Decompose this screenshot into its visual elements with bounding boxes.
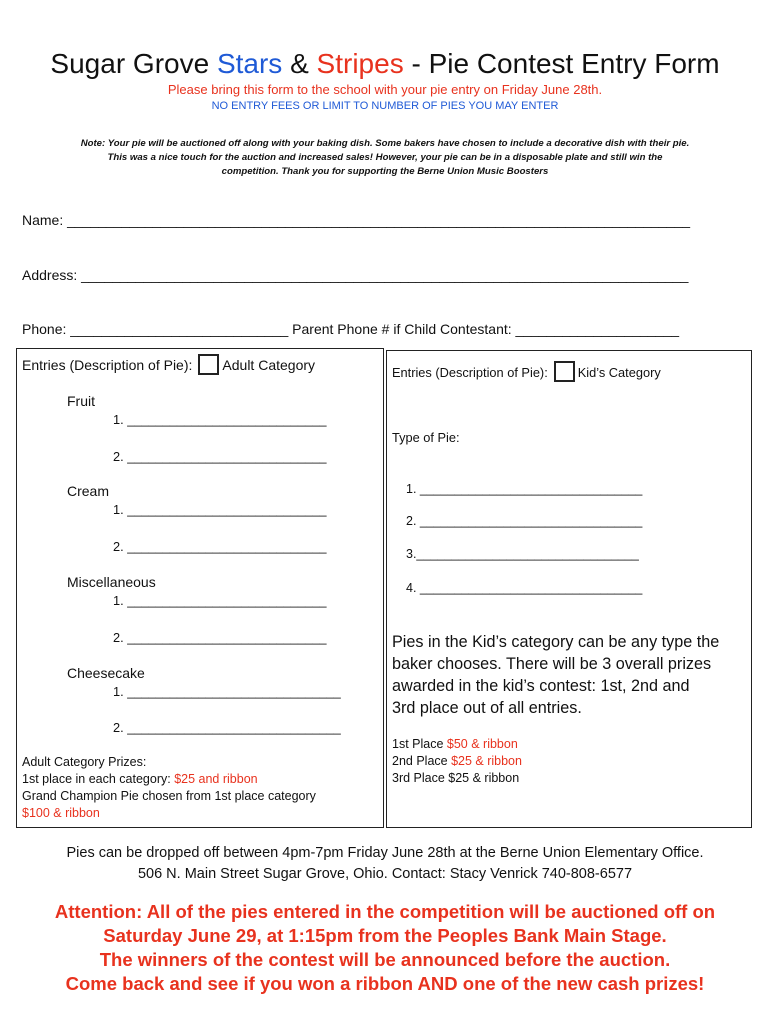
title-text: Sugar Grove: [50, 48, 217, 79]
cream-line-2[interactable]: 2. ____________________________: [113, 539, 327, 554]
adult-prizes-title: Adult Category Prizes:: [22, 755, 147, 769]
place-second-text: 2nd Place: [392, 754, 452, 768]
kids-line-3[interactable]: 3.________________________________: [406, 547, 639, 561]
fruit-line-1[interactable]: 1. ____________________________: [113, 412, 327, 427]
kids-place-first: [392, 737, 518, 751]
fruit-line-2[interactable]: 2. ____________________________: [113, 449, 327, 464]
kids-line-4[interactable]: 4. ________________________________: [406, 581, 643, 595]
name-field[interactable]: Name: ________________________________________________________________________________: [22, 212, 691, 228]
cheesecake-line-2[interactable]: 2. ______________________________: [113, 720, 341, 735]
attention-line: Come back and see if you won a ribbon AND one of the new cash prizes!: [65, 973, 705, 994]
kids-place-second: [392, 754, 522, 768]
prize-first-amount: $25 and ribbon: [174, 772, 258, 786]
place-first-text: 1st Place: [392, 737, 447, 751]
prize-first-text: 1st place in each category:: [22, 772, 175, 786]
kids-category-label: Kid’s Category: [577, 364, 661, 380]
title-stripes: Stripes: [316, 48, 404, 79]
misc-line-1[interactable]: 1. ____________________________: [113, 593, 327, 608]
place-second-amount: $25 & ribbon: [451, 754, 522, 768]
adult-entries-label: Entries (Description of Pie):: [22, 357, 193, 374]
adult-grand-amount: $100 & ribbon: [22, 806, 100, 820]
kids-line-2[interactable]: 2. ________________________________: [406, 514, 643, 528]
attention-notice: [0, 900, 770, 996]
page-title: [0, 48, 770, 80]
address-field[interactable]: Address: ______________________________________________________________________________: [22, 267, 689, 283]
kids-type-label: Type of Pie:: [392, 430, 460, 445]
kids-info-line: 3rd place out of all entries.: [392, 699, 582, 717]
misc-line-2[interactable]: 2. ____________________________: [113, 630, 327, 645]
cream-line-1[interactable]: 1. ____________________________: [113, 502, 327, 517]
adult-category-label: Adult Category: [222, 357, 316, 374]
note-paragraph: [22, 137, 748, 179]
phone-field[interactable]: Phone: ____________________________ Parent Phone # if Child Contestant: _____________________: [22, 321, 680, 337]
group-cheesecake: Cheesecake: [67, 665, 145, 681]
kids-place-third: 3rd Place $25 & ribbon: [392, 771, 520, 785]
attention-line: Attention: All of the pies entered in the competition will be auctioned off on: [54, 901, 716, 922]
kids-info-line: baker chooses. There will be 3 overall prizes: [392, 655, 712, 673]
note-line: Note: Your pie will be auctioned off along with your baking dish. Some bakers have chosen to include a decorative dish with their pie.: [80, 138, 690, 149]
group-fruit: Fruit: [67, 393, 95, 409]
subtitle-instructions: Please bring this form to the school with your pie entry on Friday June 28th.: [167, 82, 603, 97]
note-line: This was a nice touch for the auction and increased sales! However, your pie can be in a disposable plate and still win the: [107, 152, 663, 163]
adult-grand-champion: Grand Champion Pie chosen from 1st place category: [22, 789, 316, 803]
dropoff-info: [0, 843, 770, 885]
subtitle-no-fees: NO ENTRY FEES OR LIMIT TO NUMBER OF PIES YOU MAY ENTER: [211, 100, 559, 112]
kids-header: [392, 363, 661, 384]
adult-category-checkbox[interactable]: [198, 354, 219, 375]
place-first-amount: $50 & ribbon: [446, 737, 518, 751]
cheesecake-line-1[interactable]: 1. ______________________________: [113, 684, 341, 699]
adult-prize-first: [22, 772, 258, 786]
kids-info-line: Pies in the Kid’s category can be any type the: [392, 633, 720, 651]
kids-info-paragraph: [392, 631, 752, 719]
title-suffix: - Pie Contest Entry Form: [403, 48, 720, 79]
kids-entries-label: Entries (Description of Pie):: [392, 364, 548, 380]
group-cream: Cream: [67, 483, 110, 499]
kids-line-1[interactable]: 1. ________________________________: [406, 482, 643, 496]
group-miscellaneous: Miscellaneous: [67, 574, 156, 590]
title-stars: Stars: [216, 48, 283, 79]
title-amp: &: [282, 48, 317, 79]
attention-line: Saturday June 29, at 1:15pm from the Peoples Bank Main Stage.: [103, 925, 667, 946]
kids-info-line: awarded in the kid’s contest: 1st, 2nd and: [392, 677, 690, 695]
dropoff-line: Pies can be dropped off between 4pm-7pm Friday June 28th at the Berne Union Elementary Office.: [66, 845, 704, 861]
note-line: competition. Thank you for supporting the Berne Union Music Boosters: [221, 166, 549, 177]
adult-header: [22, 356, 315, 377]
dropoff-line: 506 N. Main Street Sugar Grove, Ohio. Contact: Stacy Venrick 740-808-6577: [137, 866, 633, 882]
attention-line: The winners of the contest will be announced before the auction.: [99, 949, 671, 970]
kids-category-checkbox[interactable]: [554, 361, 575, 382]
